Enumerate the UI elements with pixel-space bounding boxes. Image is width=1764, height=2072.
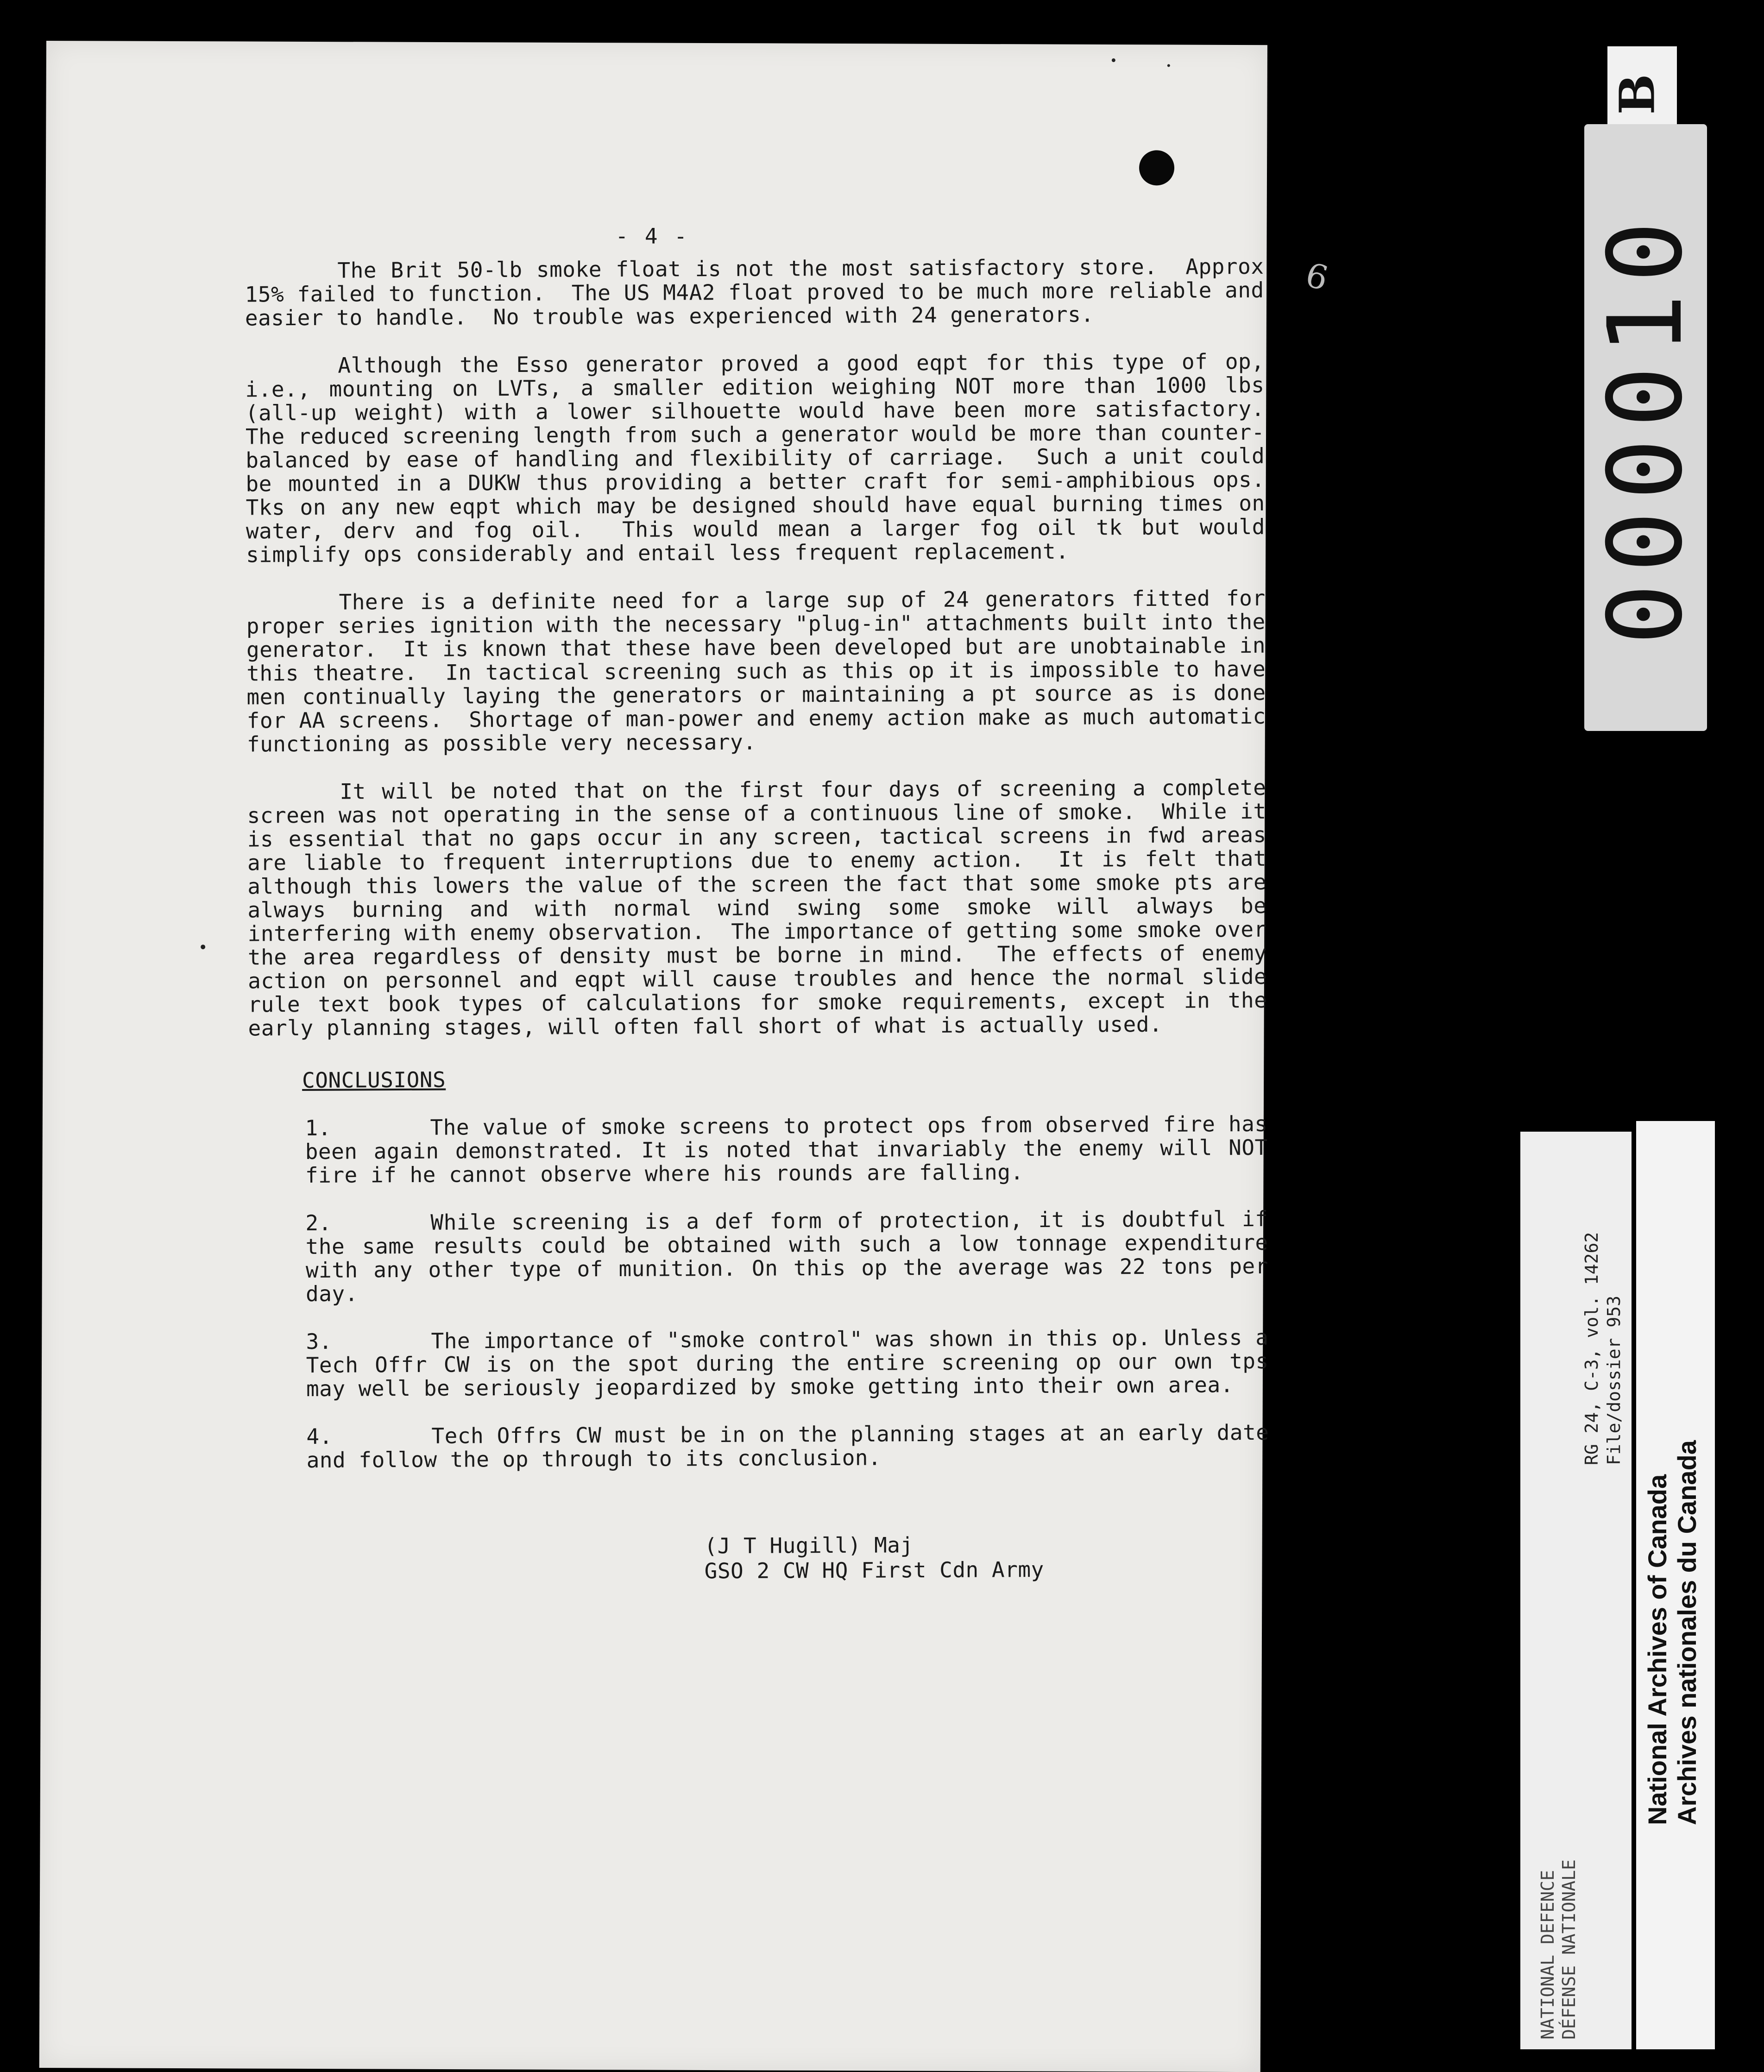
conclusion-item bbox=[306, 1326, 1269, 1401]
paragraph: It will be noted that on the first four days of screening a complete screen was not operating in the sense of a continuous line of smoke. While it is essential that no gaps occur in any screen, tactical screens in fwd areas are liable to frequent interruptions due to enemy action. It is felt that although this lowers the value of the screen the fact that some smoke pts are always burning and with normal wind swing some smoke will always be interfering with enemy observation. The importance of getting some smoke over the area regardless of density must be borne in mind. The effects of enemy action on personnel and eqpt will cause troubles and hence the normal slide rule text book types of calculations for smoke requirements, except in the early planning stages, will often fall short of what is actually used. bbox=[247, 776, 1267, 1040]
archive-name: National Archives of Canada Archives nationales du Canada bbox=[1643, 1440, 1702, 1825]
paragraph: The Brit 50-lb smoke float is not the most satisfactory store. Approx 15% failed to function. The US M4A2 float proved to be much more reliable and easier to handle. No trouble was experienced with 24 generators. bbox=[245, 255, 1264, 330]
signature-block bbox=[704, 1531, 1269, 1583]
document-page bbox=[39, 41, 1267, 2072]
page-number: - 4 - bbox=[615, 223, 689, 249]
conclusion-text: Tech Offrs CW must be in on the planning stages at an early date and follow the op through to its conclusion. bbox=[306, 1421, 1269, 1472]
speck bbox=[1112, 58, 1115, 62]
signature-title: GSO 2 CW HQ First Cdn Army bbox=[705, 1556, 1270, 1583]
speck bbox=[1167, 64, 1170, 67]
conclusion-number: 2. bbox=[305, 1211, 306, 1306]
file-reference: RG 24, C-3, vol. 14262 File/dossier 953 bbox=[1581, 1232, 1625, 1465]
document-body bbox=[245, 255, 1269, 1586]
department-name: NATIONAL DEFENCE DÉFENSE NATIONALE bbox=[1537, 1859, 1580, 2040]
margin-mark: 6 bbox=[1302, 255, 1332, 298]
conclusion-item bbox=[306, 1421, 1269, 1472]
archive-label bbox=[1636, 1121, 1715, 2049]
punch-hole bbox=[1139, 150, 1174, 185]
conclusion-text: The value of smoke screens to protect ops from observed fire has been again demonstrated. It is noted that invariably the enemy will NOT fire if he cannot observe where his rounds are falling. bbox=[305, 1112, 1268, 1187]
conclusion-item bbox=[305, 1207, 1268, 1306]
department-label bbox=[1520, 1132, 1632, 2049]
frame-letter: B bbox=[1608, 74, 1665, 115]
conclusions-heading: CONCLUSIONS bbox=[302, 1064, 1267, 1092]
conclusion-item bbox=[305, 1112, 1268, 1187]
paragraph: Although the Esso generator proved a good eqpt for this type of op, i.e., mounting on LVTs, a smaller edition weighing NOT more than 1000 lbs (all-up weight) with a lower silhouette would have been more satisfactory. The reduced screening length from such a generator would be more than counter-balanced by ease of handling and flexibility of carriage. Such a unit could be mounted in a DUKW thus providing a better craft for semi-amphibious ops. Tks on any new eqpt which may be designed should have equal burning times on water, derv and fog oil. This would mean a larger fog oil tk but would simplify ops considerably and entail less frequent replacement. bbox=[245, 350, 1265, 567]
signature-name: (J T Hugill) Maj bbox=[704, 1531, 1269, 1558]
conclusion-text: The importance of "smoke control" was shown in this op. Unless a Tech Offr CW is on the spot during the entire screening op our own tps may well be seriously jeopardized by smoke getting into their own area. bbox=[306, 1326, 1269, 1401]
conclusion-text: While screening is a def form of protection, it is doubtful if the same results could be obtained with such a low tonnage expenditure with any other type of munition. On this op the average was 22 tons per day. bbox=[305, 1207, 1268, 1306]
paragraph: There is a definite need for a large sup of 24 generators fitted for proper series ignition with the necessary "plug-in" attachments built into the generator. It is known that these have been developed but are unobtainable in this theatre. In tactical screening such as this op it is impossible to have men continually laying the generators or maintaining a pt source as is done for AA screens. Shortage of man-power and enemy action make as much automatic functioning as possible very necessary. bbox=[246, 586, 1266, 756]
frame-number: 000010 bbox=[1586, 210, 1705, 645]
speck bbox=[201, 945, 205, 949]
frame-number-strip bbox=[1584, 124, 1707, 731]
